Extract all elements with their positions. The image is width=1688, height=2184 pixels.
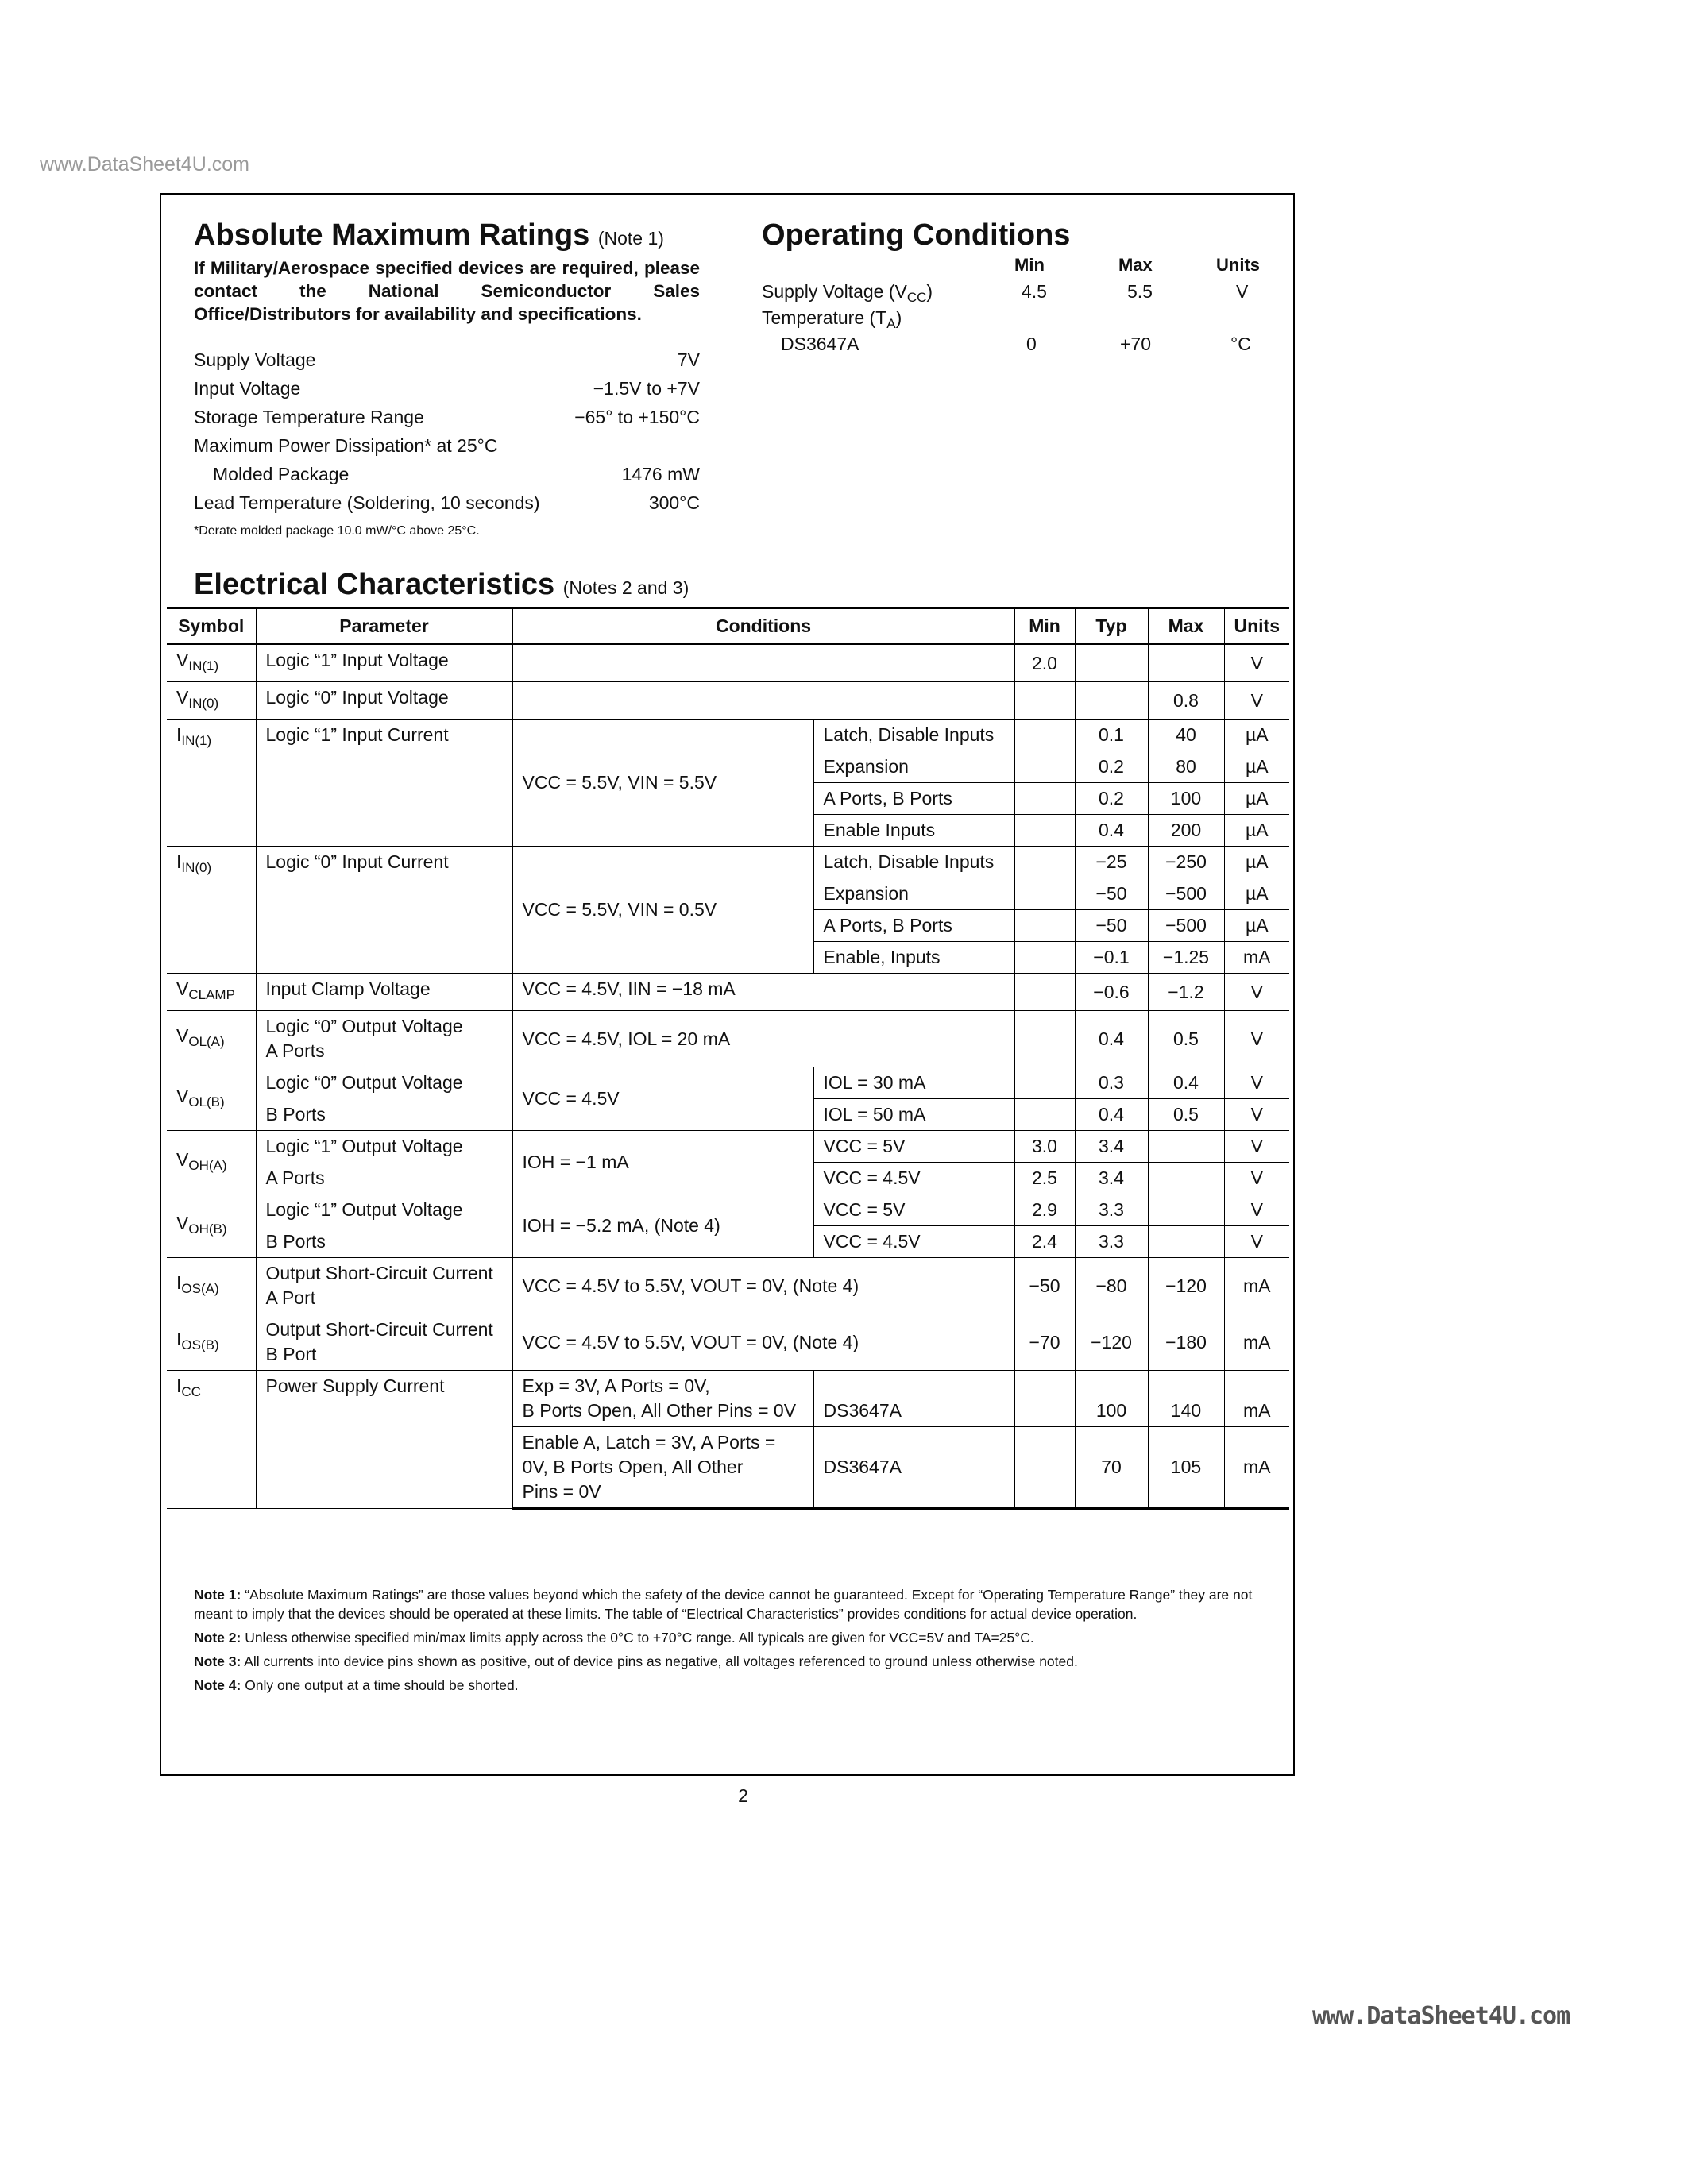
header-units: Units <box>1224 608 1289 645</box>
header-parameter: Parameter <box>256 608 512 645</box>
sub-condition: IOL = 50 mA <box>813 1099 1014 1131</box>
max: −120 <box>1148 1258 1224 1314</box>
symbol: $I_{IN(0)}$ <box>167 847 256 974</box>
oc-header-units: Units <box>1216 255 1260 275</box>
symbol: $V_{CLAMP}$ <box>167 974 256 1011</box>
min <box>1014 847 1075 878</box>
typ: −80 <box>1075 1258 1148 1314</box>
amr-footnote: *Derate molded package 10.0 mW/°C above 25°C. <box>194 524 480 538</box>
amr-row: Supply Voltage 7V <box>194 349 700 370</box>
max: 105 <box>1148 1427 1224 1509</box>
typ <box>1075 682 1148 720</box>
oc-supply-max: 5.5 <box>1127 281 1153 302</box>
datasheet-frame <box>160 193 1295 1776</box>
min <box>1014 1371 1075 1427</box>
min: 2.9 <box>1014 1194 1075 1226</box>
conditions: VCC = 4.5V, IIN = −18 mA <box>512 974 1014 1011</box>
typ: −50 <box>1075 878 1148 910</box>
units: µA <box>1224 720 1289 751</box>
typ: 3.3 <box>1075 1194 1148 1226</box>
units: V <box>1224 1194 1289 1226</box>
min <box>1014 1427 1075 1509</box>
symbol: $V_{IN(0)}$ <box>167 682 256 720</box>
units: V <box>1224 1163 1289 1194</box>
min <box>1014 783 1075 815</box>
conditions: Enable A, Latch = 3V, A Ports = 0V, B Ports Open, All Other Pins = 0V <box>512 1427 813 1509</box>
max <box>1148 1131 1224 1163</box>
units: mA <box>1224 1258 1289 1314</box>
typ: 3.4 <box>1075 1163 1148 1194</box>
typ: −25 <box>1075 847 1148 878</box>
symbol: $I_{CC}$ <box>167 1371 256 1509</box>
conditions: VCC = 4.5V <box>512 1067 813 1131</box>
sub-condition: Enable Inputs <box>813 815 1014 847</box>
sub-condition: Latch, Disable Inputs <box>813 847 1014 878</box>
typ: 0.3 <box>1075 1067 1148 1099</box>
max: 100 <box>1148 783 1224 815</box>
header-min: Min <box>1014 608 1075 645</box>
units: V <box>1224 1099 1289 1131</box>
notes <box>194 1585 1271 1700</box>
typ: −50 <box>1075 910 1148 942</box>
symbol: $I_{OS(A)}$ <box>167 1258 256 1314</box>
parameter: Logic “1” Output Voltage <box>256 1194 512 1226</box>
table-row <box>167 1194 1289 1226</box>
conditions: VCC = 4.5V to 5.5V, VOUT = 0V, (Note 4) <box>512 1258 1014 1314</box>
min <box>1014 815 1075 847</box>
parameter: Input Clamp Voltage <box>256 974 512 1011</box>
units: V <box>1224 1226 1289 1258</box>
max: −500 <box>1148 910 1224 942</box>
max: 0.5 <box>1148 1099 1224 1131</box>
table-row <box>167 974 1289 1011</box>
units: µA <box>1224 878 1289 910</box>
parameter: Logic “0” Output Voltage A Ports <box>256 1011 512 1067</box>
typ: 0.2 <box>1075 783 1148 815</box>
parameter: Logic “0” Input Voltage <box>256 682 512 720</box>
ec-title: Electrical Characteristics (Notes 2 and 3) <box>194 568 689 601</box>
amr-row: Molded Package 1476 mW <box>213 464 700 484</box>
header-typ: Typ <box>1075 608 1148 645</box>
min: 2.0 <box>1014 644 1075 682</box>
units: V <box>1224 974 1289 1011</box>
oc-supply-min: 4.5 <box>1022 281 1047 302</box>
device: DS3647A <box>813 1371 1014 1427</box>
conditions: Exp = 3V, A Ports = 0V, B Ports Open, All Other Pins = 0V <box>512 1371 813 1427</box>
sub-condition: VCC = 4.5V <box>813 1163 1014 1194</box>
symbol: $I_{IN(1)}$ <box>167 720 256 847</box>
oc-device-max: +70 <box>1120 334 1152 354</box>
max <box>1148 1163 1224 1194</box>
units: V <box>1224 1067 1289 1099</box>
units: V <box>1224 1131 1289 1163</box>
oc-supply-label: Supply Voltage $(V_{CC})$ <box>762 281 933 305</box>
note-2: Note 2: Unless otherwise specified min/max limits apply across the 0°C to +70°C range. All typicals are given for VCC=5V and TA=25°C. <box>194 1630 1034 1646</box>
typ: 3.3 <box>1075 1226 1148 1258</box>
max <box>1148 1226 1224 1258</box>
units: mA <box>1224 1427 1289 1509</box>
symbol: $V_{OH(B)}$ <box>167 1194 256 1258</box>
amr-row: Storage Temperature Range −65° to +150°C <box>194 407 700 427</box>
typ: −120 <box>1075 1314 1148 1371</box>
sub-condition: Latch, Disable Inputs <box>813 720 1014 751</box>
note-4: Note 4: Only one output at a time should be shorted. <box>194 1677 519 1693</box>
table-row <box>167 1011 1289 1067</box>
max <box>1148 644 1224 682</box>
watermark-top: www.DataSheet4U.com <box>40 153 250 176</box>
conditions <box>512 644 1014 682</box>
min: 2.4 <box>1014 1226 1075 1258</box>
header-conditions: Conditions <box>512 608 1014 645</box>
max: −1.25 <box>1148 942 1224 974</box>
units: mA <box>1224 1371 1289 1427</box>
conditions: VCC = 4.5V to 5.5V, VOUT = 0V, (Note 4) <box>512 1314 1014 1371</box>
table-row <box>167 1067 1289 1099</box>
oc-device-units: °C <box>1230 334 1251 354</box>
sub-condition: Expansion <box>813 751 1014 783</box>
sub-condition: Expansion <box>813 878 1014 910</box>
min <box>1014 751 1075 783</box>
max: 40 <box>1148 720 1224 751</box>
table-row <box>167 1131 1289 1163</box>
amr-warning: If Military/Aerospace specified devices are required, please contact the National Semiconductor Sales Office/Distributors for availability and specifications. <box>194 258 700 324</box>
conditions: VCC = 5.5V, VIN = 5.5V <box>512 720 813 847</box>
sub-condition: VCC = 5V <box>813 1131 1014 1163</box>
max: −500 <box>1148 878 1224 910</box>
electrical-characteristics-table <box>167 607 1289 1510</box>
sub-condition: VCC = 5V <box>813 1194 1014 1226</box>
header-max: Max <box>1148 608 1224 645</box>
units: µA <box>1224 815 1289 847</box>
min: −70 <box>1014 1314 1075 1371</box>
max <box>1148 1194 1224 1226</box>
note-1: Note 1: “Absolute Maximum Ratings” are those values beyond which the safety of the device cannot be guaranteed. Except for “Operating Temperature Range” they are not meant to imply that the devices should be operated at these limits. The table of “Electrical Characteristics” provides conditions for actual device operation. <box>194 1587 1253 1622</box>
units: mA <box>1224 942 1289 974</box>
table-row <box>167 1314 1289 1371</box>
oc-header-max: Max <box>1118 255 1153 275</box>
units: µA <box>1224 847 1289 878</box>
min <box>1014 1067 1075 1099</box>
table-row <box>167 720 1289 751</box>
min <box>1014 878 1075 910</box>
units: mA <box>1224 1314 1289 1371</box>
min <box>1014 910 1075 942</box>
conditions: VCC = 4.5V, IOL = 20 mA <box>512 1011 1014 1067</box>
units: µA <box>1224 910 1289 942</box>
units: µA <box>1224 783 1289 815</box>
max: 0.4 <box>1148 1067 1224 1099</box>
amr-row: Input Voltage −1.5V to +7V <box>194 378 700 399</box>
max: 200 <box>1148 815 1224 847</box>
conditions <box>512 682 1014 720</box>
amr-title: Absolute Maximum Ratings (Note 1) <box>194 218 664 252</box>
symbol: $I_{OS(B)}$ <box>167 1314 256 1371</box>
parameter: Logic “1” Input Voltage <box>256 644 512 682</box>
typ: 0.4 <box>1075 1099 1148 1131</box>
oc-header-min: Min <box>1014 255 1045 275</box>
sub-condition: IOL = 30 mA <box>813 1067 1014 1099</box>
parameter: Power Supply Current <box>256 1371 512 1509</box>
parameter-suffix: B Ports <box>256 1226 512 1258</box>
units: µA <box>1224 751 1289 783</box>
symbol: $V_{OH(A)}$ <box>167 1131 256 1194</box>
conditions: IOH = −5.2 mA, (Note 4) <box>512 1194 813 1258</box>
max: 0.5 <box>1148 1011 1224 1067</box>
note-3: Note 3: All currents into device pins shown as positive, out of device pins as negative, all voltages referenced to ground unless otherwise noted. <box>194 1653 1078 1669</box>
sub-condition: VCC = 4.5V <box>813 1226 1014 1258</box>
symbol: $V_{IN(1)}$ <box>167 644 256 682</box>
min: 2.5 <box>1014 1163 1075 1194</box>
symbol: $V_{OL(A)}$ <box>167 1011 256 1067</box>
max: −180 <box>1148 1314 1224 1371</box>
min <box>1014 682 1075 720</box>
typ: 100 <box>1075 1371 1148 1427</box>
max: 0.8 <box>1148 682 1224 720</box>
typ: 0.4 <box>1075 815 1148 847</box>
min <box>1014 720 1075 751</box>
parameter: Logic “1” Input Current <box>256 720 512 847</box>
typ: 70 <box>1075 1427 1148 1509</box>
parameter: Output Short-Circuit Current B Port <box>256 1314 512 1371</box>
sub-condition: A Ports, B Ports <box>813 783 1014 815</box>
parameter-suffix: B Ports <box>256 1099 512 1131</box>
oc-device: DS3647A <box>781 334 859 354</box>
parameter: Logic “0” Output Voltage <box>256 1067 512 1099</box>
oc-temp-label: Temperature $(T_A)$ <box>762 307 902 331</box>
table-row <box>167 682 1289 720</box>
typ: 0.4 <box>1075 1011 1148 1067</box>
conditions: IOH = −1 mA <box>512 1131 813 1194</box>
conditions: VCC = 5.5V, VIN = 0.5V <box>512 847 813 974</box>
amr-row: Lead Temperature (Soldering, 10 seconds) 300°C <box>194 492 700 513</box>
typ: 3.4 <box>1075 1131 1148 1163</box>
max: −1.2 <box>1148 974 1224 1011</box>
watermark-bottom: www.DataSheet4U.com <box>1312 2002 1570 2030</box>
symbol: $V_{OL(B)}$ <box>167 1067 256 1131</box>
typ <box>1075 644 1148 682</box>
units: V <box>1224 682 1289 720</box>
parameter: Logic “1” Output Voltage <box>256 1131 512 1163</box>
units: V <box>1224 1011 1289 1067</box>
table-row <box>167 1371 1289 1427</box>
amr-row: Maximum Power Dissipation* at 25°C <box>194 435 498 456</box>
typ: −0.6 <box>1075 974 1148 1011</box>
min: −50 <box>1014 1258 1075 1314</box>
max: −250 <box>1148 847 1224 878</box>
typ: 0.1 <box>1075 720 1148 751</box>
oc-device-min: 0 <box>1026 334 1037 354</box>
parameter: Logic “0” Input Current <box>256 847 512 974</box>
table-row <box>167 1258 1289 1314</box>
parameter-suffix: A Ports <box>256 1163 512 1194</box>
device: DS3647A <box>813 1427 1014 1509</box>
header-symbol: Symbol <box>167 608 256 645</box>
min <box>1014 942 1075 974</box>
max: 140 <box>1148 1371 1224 1427</box>
min <box>1014 1099 1075 1131</box>
sub-condition: Enable, Inputs <box>813 942 1014 974</box>
typ: 0.2 <box>1075 751 1148 783</box>
min <box>1014 974 1075 1011</box>
min: 3.0 <box>1014 1131 1075 1163</box>
table-header-row <box>167 608 1289 645</box>
typ: −0.1 <box>1075 942 1148 974</box>
table-row <box>167 847 1289 878</box>
units: V <box>1224 644 1289 682</box>
parameter: Output Short-Circuit Current A Port <box>256 1258 512 1314</box>
oc-title: Operating Conditions <box>762 218 1071 252</box>
table-row <box>167 644 1289 682</box>
oc-supply-units: V <box>1236 281 1249 302</box>
min <box>1014 1011 1075 1067</box>
max: 80 <box>1148 751 1224 783</box>
sub-condition: A Ports, B Ports <box>813 910 1014 942</box>
page-number: 2 <box>738 1785 748 1806</box>
